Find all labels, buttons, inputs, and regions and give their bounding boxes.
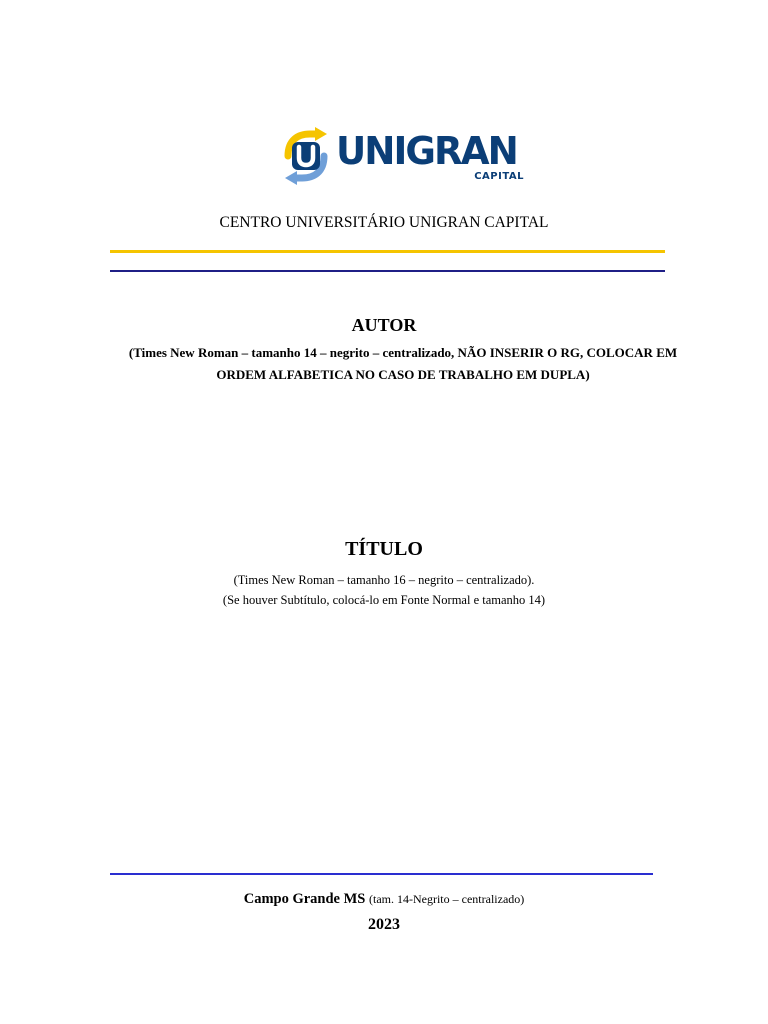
location-city: Campo Grande MS — [243, 891, 366, 907]
location-instructions: (tam. 14-Negrito – centralizado) — [369, 892, 525, 906]
logo-subtitle: CAPITAL — [474, 171, 524, 182]
title-instructions — [0, 570, 768, 610]
navy-divider — [110, 270, 665, 272]
author-instructions-line-1: (Times New Roman – tamanho 14 – negrito – centralizado, NÃO INSERIR O RG, COLOCAR EM — [128, 345, 678, 360]
title-heading: TÍTULO — [345, 538, 423, 560]
yellow-divider — [110, 250, 665, 253]
logo-wordmark: UNIGRAN — [336, 129, 517, 173]
unigran-logo — [282, 126, 528, 188]
title-instructions-line-1: (Times New Roman – tamanho 16 – negrito – centralizado). — [233, 573, 535, 587]
year: 2023 — [368, 916, 400, 933]
author-instructions — [110, 342, 696, 386]
unigran-u-arrows-logo-icon — [282, 126, 330, 186]
title-instructions-line-2: (Se houver Subtítulo, colocá-lo em Fonte Normal e tamanho 14) — [222, 593, 546, 607]
institution-name: CENTRO UNIVERSITÁRIO UNIGRAN CAPITAL — [219, 214, 549, 231]
author-instructions-line-2: ORDEM ALFABETICA NO CASO DE TRABALHO EM DUPLA) — [216, 367, 590, 382]
location-line — [0, 889, 768, 909]
bottom-divider — [110, 873, 653, 875]
author-heading: AUTOR — [351, 315, 417, 335]
